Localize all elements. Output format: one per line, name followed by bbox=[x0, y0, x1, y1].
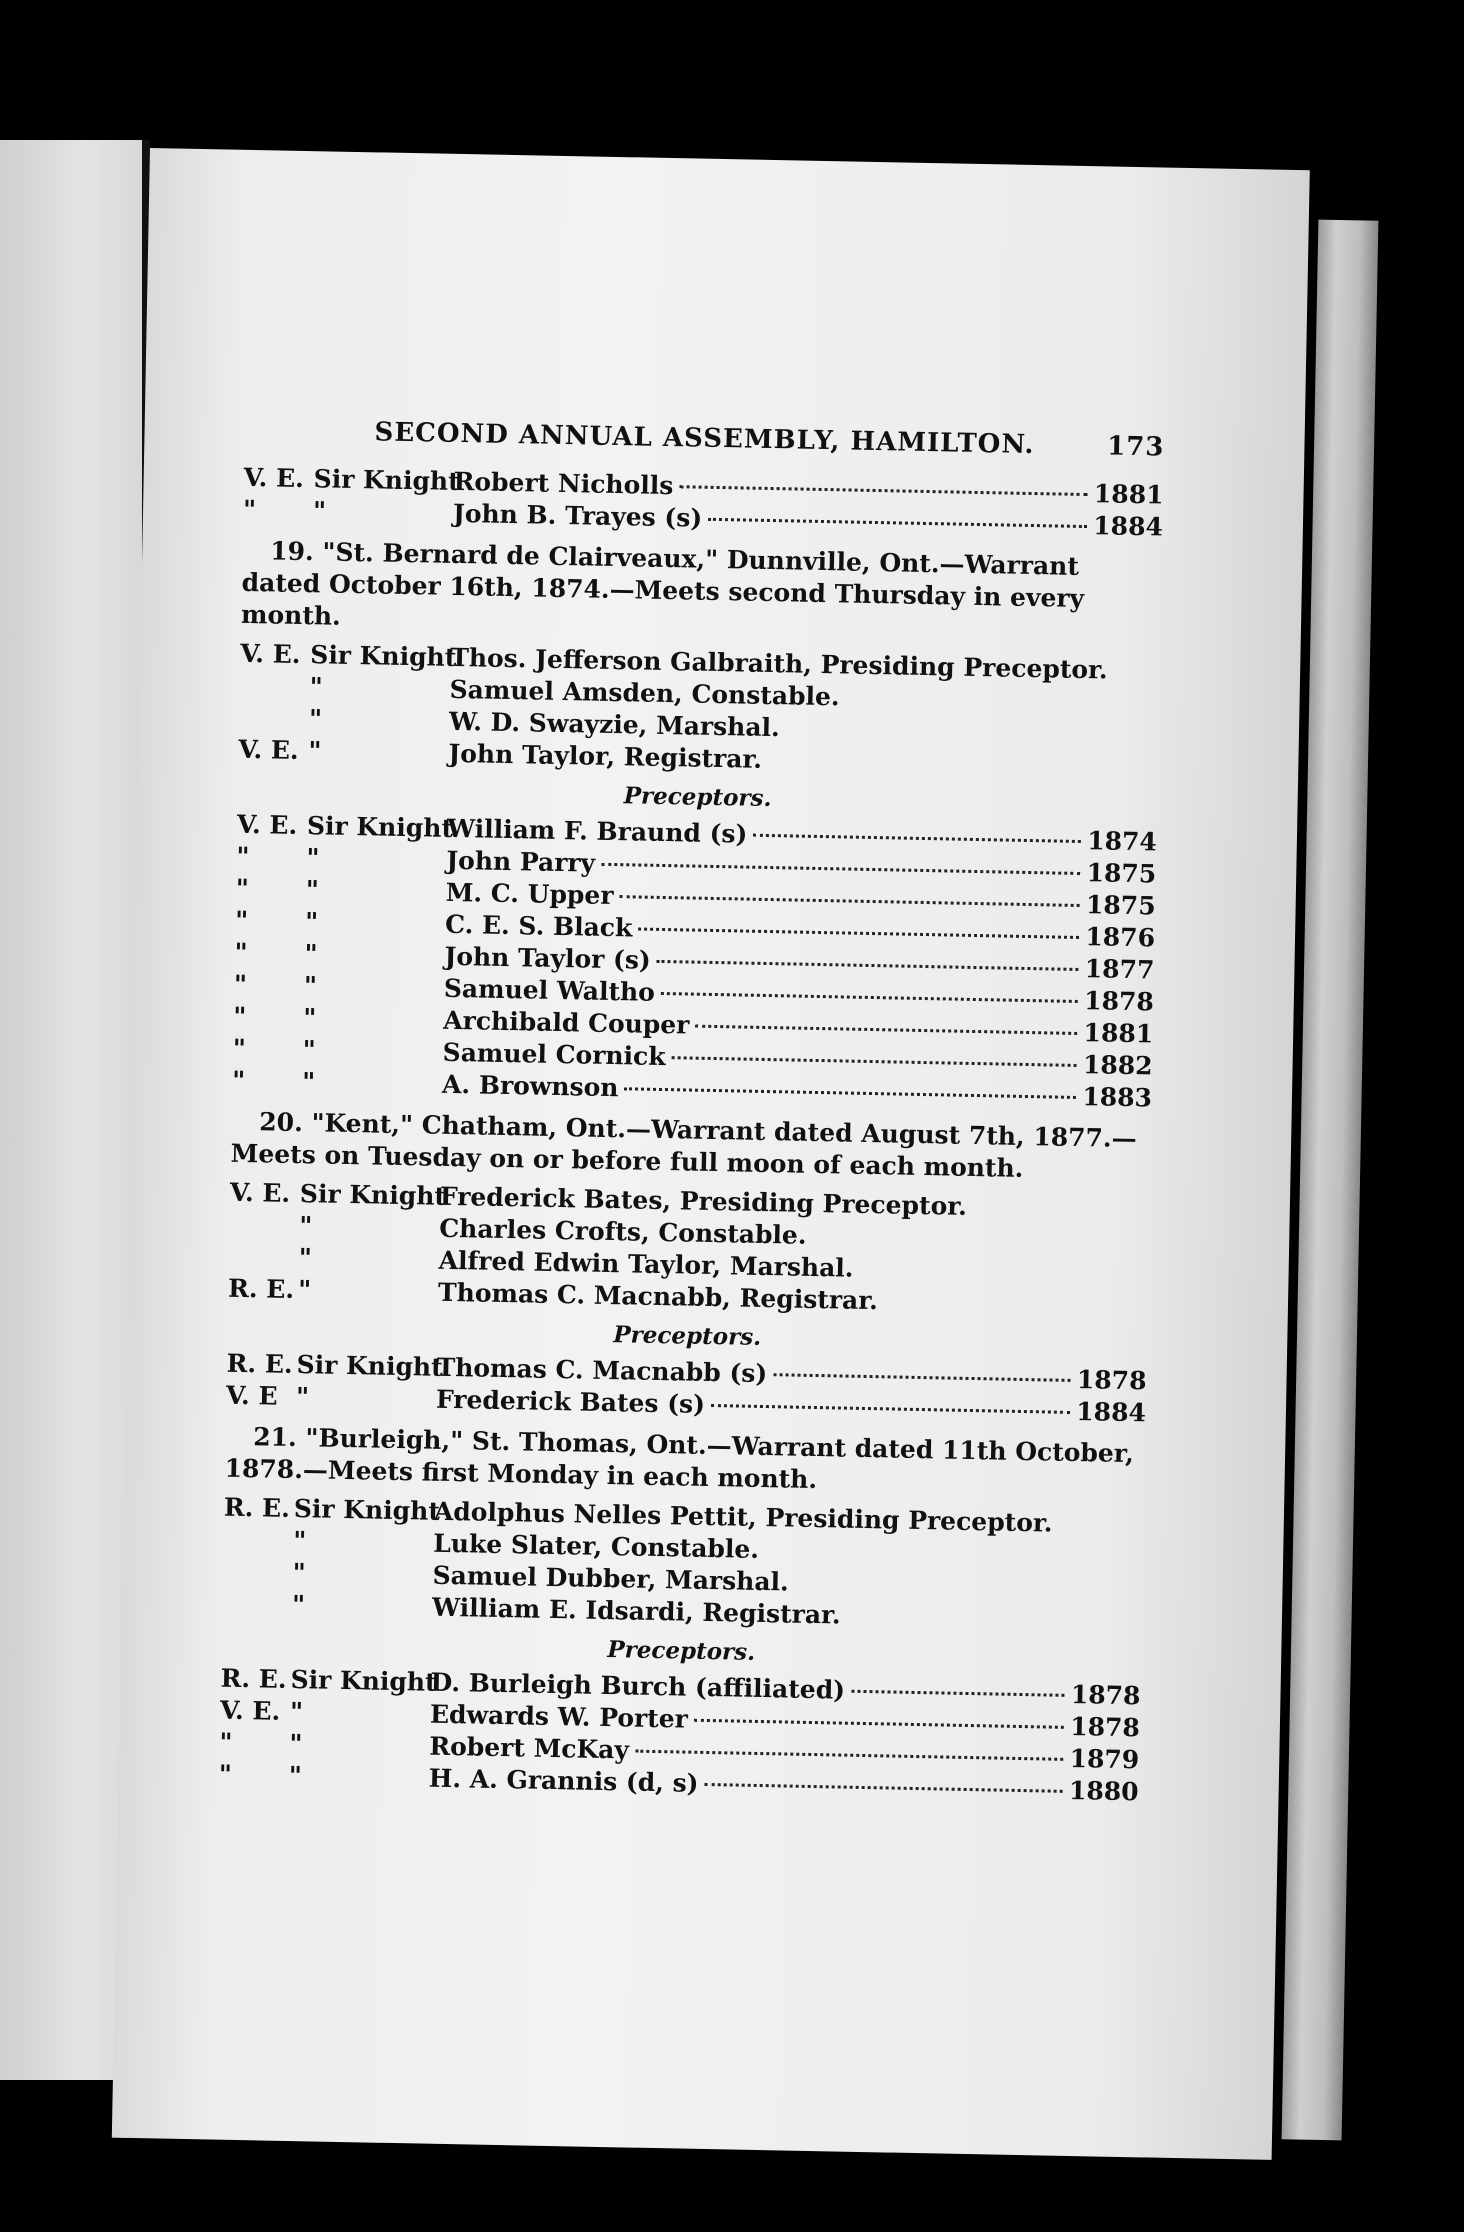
preceptors-subheading: Preceptors. bbox=[623, 782, 772, 813]
member-name: William F. Braund (s) bbox=[446, 813, 748, 849]
member-name: M. C. Upper bbox=[445, 877, 614, 911]
title-word: " bbox=[303, 971, 318, 1001]
rank: " bbox=[233, 969, 248, 1000]
leader-dots bbox=[695, 1025, 1077, 1035]
year: 1881 bbox=[1083, 1018, 1154, 1049]
title-word: " bbox=[302, 1035, 317, 1065]
title-word: " bbox=[303, 1003, 317, 1033]
member-name: Thomas C. Macnabb (s) bbox=[436, 1352, 768, 1389]
title-word: Sir Knight bbox=[293, 1494, 441, 1526]
rank: V. E. bbox=[229, 1177, 291, 1208]
rank: " bbox=[231, 1065, 246, 1095]
year: 1883 bbox=[1082, 1082, 1153, 1113]
title-word: " bbox=[289, 1696, 304, 1727]
title-word: " bbox=[298, 1243, 313, 1273]
book-page bbox=[112, 148, 1310, 2160]
title-word: " bbox=[304, 907, 319, 937]
leader-dots bbox=[753, 834, 1081, 843]
rank: R. E. bbox=[223, 1492, 291, 1523]
page-number: 173 bbox=[1106, 431, 1165, 463]
rank: V. E. bbox=[236, 809, 298, 840]
rank bbox=[229, 1265, 299, 1266]
officer-name: Charles Crofts, Constable. bbox=[439, 1213, 807, 1250]
year: 1878 bbox=[1083, 986, 1155, 1017]
officer-name: Samuel Amsden, Constable. bbox=[449, 674, 840, 712]
rank: " bbox=[218, 1759, 233, 1789]
title-word: Sir Knight bbox=[306, 811, 454, 843]
running-header bbox=[244, 415, 1164, 463]
title-word: " bbox=[312, 496, 327, 526]
preceptors-subheading: Preceptors. bbox=[607, 1636, 756, 1666]
leader-dots bbox=[694, 1719, 1064, 1729]
title-word: " bbox=[308, 736, 322, 766]
title-word: Sir Knight bbox=[310, 640, 457, 672]
title-word: " bbox=[297, 1275, 312, 1305]
year: 1878 bbox=[1070, 1679, 1141, 1711]
officer-name: Adolphus Nelles Pettit, Presiding Preceptor. bbox=[433, 1496, 1053, 1538]
rank bbox=[223, 1580, 293, 1581]
preceptors-subheading: Preceptors. bbox=[613, 1321, 762, 1351]
member-name: Archibald Couper bbox=[443, 1005, 690, 1040]
officer-name: Samuel Dubber, Marshal. bbox=[432, 1560, 790, 1597]
leader-dots bbox=[708, 518, 1087, 528]
rank: V. E. bbox=[240, 638, 301, 669]
rank bbox=[239, 726, 309, 727]
year: 1881 bbox=[1093, 479, 1164, 510]
title-word: " bbox=[306, 843, 320, 873]
leader-dots bbox=[672, 1056, 1077, 1067]
year: 1874 bbox=[1087, 826, 1158, 857]
year: 1876 bbox=[1085, 922, 1156, 953]
year: 1884 bbox=[1093, 511, 1164, 542]
leader-dots bbox=[635, 1750, 1063, 1761]
leader-dots bbox=[851, 1690, 1065, 1697]
rank bbox=[240, 694, 310, 695]
rank: " bbox=[236, 841, 250, 872]
year: 1875 bbox=[1085, 890, 1156, 921]
title-word: " bbox=[293, 1526, 307, 1556]
rank: V. E bbox=[225, 1380, 278, 1411]
title-word: Sir Knight bbox=[290, 1664, 437, 1697]
leader-dots bbox=[661, 992, 1078, 1003]
title-word: " bbox=[289, 1728, 303, 1759]
officer-name: Thos. Jefferson Galbraith, Presiding Preceptor. bbox=[449, 642, 1108, 685]
year: 1884 bbox=[1076, 1397, 1147, 1428]
running-title: SECOND ANNUAL ASSEMBLY, HAMILTON. bbox=[374, 417, 1035, 461]
leader-dots bbox=[624, 1087, 1076, 1099]
title-word: " bbox=[288, 1760, 303, 1791]
rank: " bbox=[219, 1727, 233, 1757]
preceptor-list bbox=[232, 810, 1157, 1116]
title-word: " bbox=[308, 704, 323, 734]
year: 1882 bbox=[1082, 1050, 1153, 1081]
rank: " bbox=[242, 494, 257, 525]
leader-dots bbox=[638, 928, 1079, 939]
title-word: " bbox=[295, 1382, 310, 1412]
member-name: John B. Trayes (s) bbox=[452, 498, 703, 533]
officer-name: Frederick Bates, Presiding Preceptor. bbox=[439, 1181, 968, 1221]
rank: R. E. bbox=[226, 1348, 293, 1379]
preceptor-list bbox=[218, 1664, 1140, 1810]
leader-dots bbox=[711, 1404, 1070, 1414]
year: 1880 bbox=[1068, 1775, 1139, 1807]
title-word: " bbox=[305, 875, 320, 905]
officer-name: Thomas C. Macnabb, Registrar. bbox=[437, 1277, 879, 1316]
rank: V. E. bbox=[243, 462, 305, 494]
rank: " bbox=[234, 905, 249, 936]
rank: " bbox=[234, 937, 248, 968]
title-word: Sir Knight bbox=[313, 464, 460, 497]
leader-dots bbox=[619, 895, 1079, 907]
member-name: Samuel Waltho bbox=[443, 973, 656, 1007]
member-name: John Parry bbox=[446, 845, 596, 878]
title-word: " bbox=[301, 1067, 316, 1097]
rank: R. E. bbox=[227, 1273, 295, 1304]
officer-name: John Taylor, Registrar. bbox=[448, 738, 763, 774]
member-name: Samuel Cornick bbox=[442, 1037, 666, 1072]
leader-dots bbox=[704, 1783, 1062, 1793]
year: 1879 bbox=[1069, 1743, 1140, 1775]
preceptory-heading: 20. "Kent," Chatham, Ont.—Warrant dated August 7th, 1877.—Meets on Tuesday on or before full moon of each month. bbox=[230, 1107, 1137, 1183]
member-name: D. Burleigh Burch (affiliated) bbox=[430, 1667, 846, 1705]
member-name: H. A. Grannis (d, s) bbox=[428, 1763, 699, 1798]
leader-dots bbox=[679, 485, 1087, 496]
title-word: " bbox=[299, 1211, 313, 1241]
officer-name: Alfred Edwin Taylor, Marshal. bbox=[438, 1245, 854, 1283]
member-name: Frederick Bates (s) bbox=[435, 1384, 706, 1419]
officer-name: Luke Slater, Constable. bbox=[432, 1528, 760, 1564]
preceptory-heading: 21. "Burleigh," St. Thomas, Ont.—Warrant dated 11th October, 1878.—Meets first Monday in each month. bbox=[224, 1422, 1135, 1495]
officer-name: W. D. Swayzie, Marshal. bbox=[448, 706, 781, 743]
year: 1878 bbox=[1076, 1365, 1147, 1396]
title-word: " bbox=[309, 672, 323, 702]
leader-dots bbox=[601, 863, 1080, 875]
leader-dots bbox=[773, 1373, 1070, 1382]
title-word: " bbox=[304, 939, 318, 969]
rank bbox=[223, 1548, 293, 1549]
title-word: " bbox=[292, 1558, 306, 1588]
year: 1875 bbox=[1086, 858, 1157, 889]
member-name: A. Brownson bbox=[441, 1069, 619, 1103]
year: 1878 bbox=[1069, 1711, 1141, 1743]
title-word: Sir Knight bbox=[296, 1350, 443, 1382]
rank: V. E. bbox=[219, 1695, 281, 1726]
preceptory-heading: 19. "St. Bernard de Clairveaux," Dunnville, Ont.—Warrant dated October 16th, 1874.—Meets second Thursday in every month. bbox=[240, 536, 1085, 631]
member-name: Edwards W. Porter bbox=[429, 1699, 689, 1734]
rank: " bbox=[232, 1033, 247, 1064]
rank: " bbox=[233, 1001, 247, 1032]
rank bbox=[222, 1612, 292, 1613]
preceptor-list bbox=[226, 1349, 1147, 1431]
member-name: John Taylor (s) bbox=[444, 941, 652, 975]
year: 1877 bbox=[1084, 954, 1155, 985]
rank bbox=[229, 1233, 299, 1234]
title-word: " bbox=[291, 1589, 306, 1620]
rank: " bbox=[235, 873, 250, 904]
member-name: Robert Nicholls bbox=[453, 466, 674, 501]
rank: R. E. bbox=[220, 1663, 287, 1694]
officer-name: William E. Idsardi, Registrar. bbox=[431, 1592, 841, 1630]
title-word: Sir Knight bbox=[299, 1179, 447, 1211]
member-name: C. E. S. Black bbox=[444, 909, 633, 943]
member-name: Robert McKay bbox=[429, 1731, 630, 1765]
page-content bbox=[218, 415, 1164, 1809]
leader-dots bbox=[657, 960, 1079, 971]
rank: V. E. bbox=[238, 734, 299, 765]
